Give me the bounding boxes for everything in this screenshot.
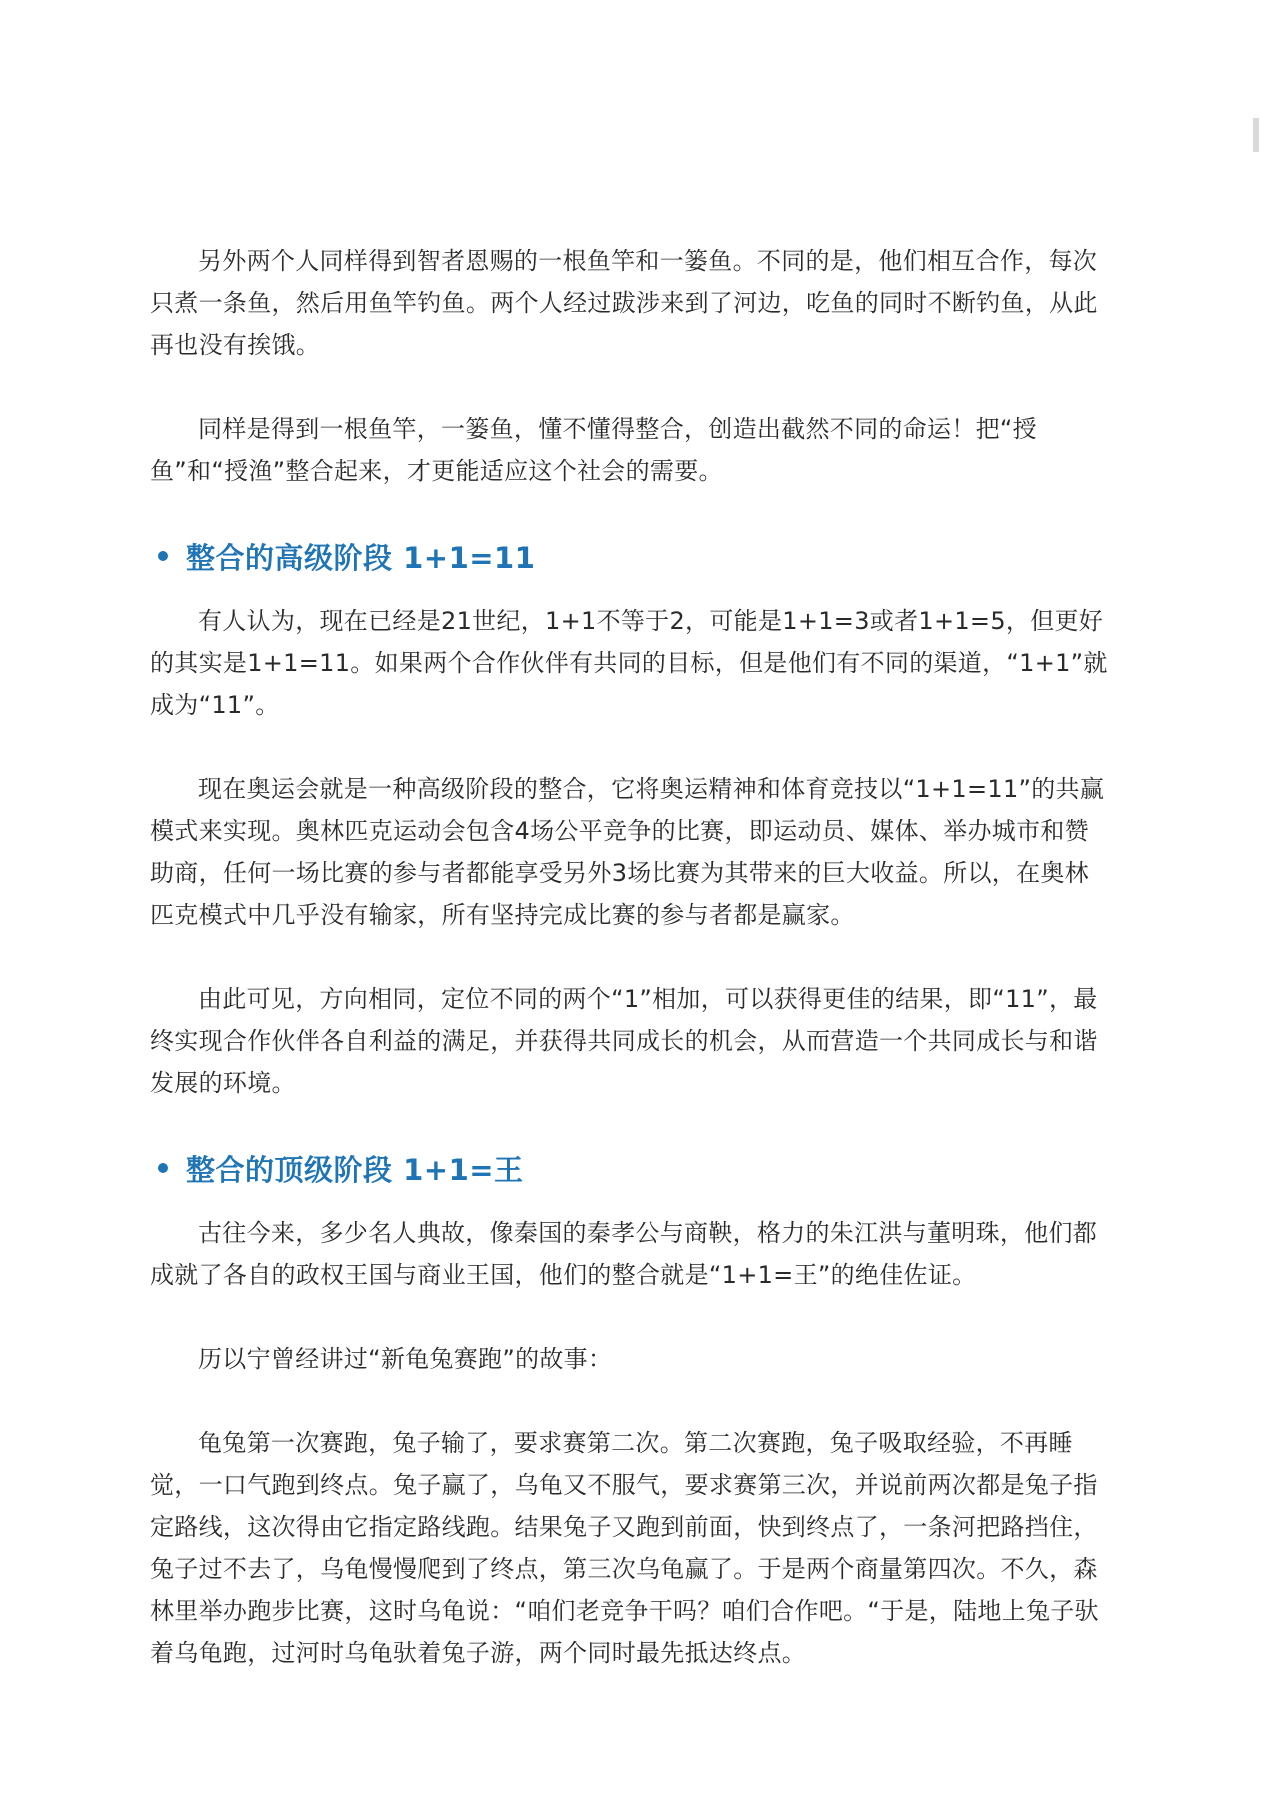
page-edge-mark — [1253, 118, 1259, 152]
section-heading-advanced — [158, 534, 1110, 578]
section-heading-text: 整合的顶级阶段 1+1=王 — [186, 1152, 524, 1187]
paragraph: 同样是得到一根鱼竿，一篓鱼，懂不懂得整合，创造出截然不同的命运！把“授鱼”和“授渔”整合起来，才更能适应这个社会的需要。 — [150, 415, 1037, 485]
paragraph: 由此可见，方向相同，定位不同的两个“1”相加，可以获得更佳的结果，即“11”，最终实现合作伙伴各自利益的满足，并获得共同成长的机会，从而营造一个共同成长与和谐发展的环境。 — [150, 985, 1098, 1097]
section-heading-top — [158, 1146, 1110, 1190]
paragraph: 另外两个人同样得到智者恩赐的一根鱼竿和一篓鱼。不同的是，他们相互合作，每次只煮一条鱼，然后用鱼竿钓鱼。两个人经过跋涉来到了河边，吃鱼的同时不断钓鱼，从此再也没有挨饿。 — [150, 247, 1098, 359]
paragraph: 历以宁曾经讲过“新龟兔赛跑”的故事： — [198, 1345, 613, 1373]
bullet-dot-icon — [158, 1163, 168, 1173]
section-heading-text: 整合的高级阶段 1+1=11 — [186, 540, 536, 575]
paragraph: 龟兔第一次赛跑，兔子输了，要求赛第二次。第二次赛跑，兔子吸取经验，不再睡觉，一口气跑到终点。兔子赢了，乌龟又不服气，要求赛第三次，并说前两次都是兔子指定路线，这次得由它指定路线跑。结果兔子又跑到前面，快到终点了，一条河把路挡住，兔子过不去了，乌龟慢慢爬到了终点，第三次乌龟赢了。于是两个商量第四次。不久，森林里举办跑步比赛，这时乌龟说：“咱们老竞争干吗？咱们合作吧。“于是，陆地上兔子驮着乌龟跑，过河时乌龟驮着兔子游，两个同时最先抵达终点。 — [150, 1429, 1099, 1667]
paragraph: 现在奥运会就是一种高级阶段的整合，它将奥运精神和体育竞技以“1+1=11”的共赢模式来实现。奥林匹克运动会包含4场公平竞争的比赛，即运动员、媒体、举办城市和赞助商，任何一场比赛的参与者都能享受另外3场比赛为其带来的巨大收益。所以，在奥林匹克模式中几乎没有输家，所有坚持完成比赛的参与者都是赢家。 — [150, 775, 1105, 929]
document-body — [150, 240, 1110, 1716]
paragraph: 有人认为，现在已经是21世纪，1+1不等于2，可能是1+1=3或者1+1=5，但更好的其实是1+1=11。如果两个合作伙伴有共同的目标，但是他们有不同的渠道，“1+1”就成为“11”。 — [150, 607, 1108, 719]
paragraph: 古往今来，多少名人典故，像秦国的秦孝公与商鞅，格力的朱江洪与董明珠，他们都成就了各自的政权王国与商业王国，他们的整合就是“1+1=王”的绝佳佐证。 — [150, 1219, 1098, 1289]
bullet-dot-icon — [158, 551, 168, 561]
